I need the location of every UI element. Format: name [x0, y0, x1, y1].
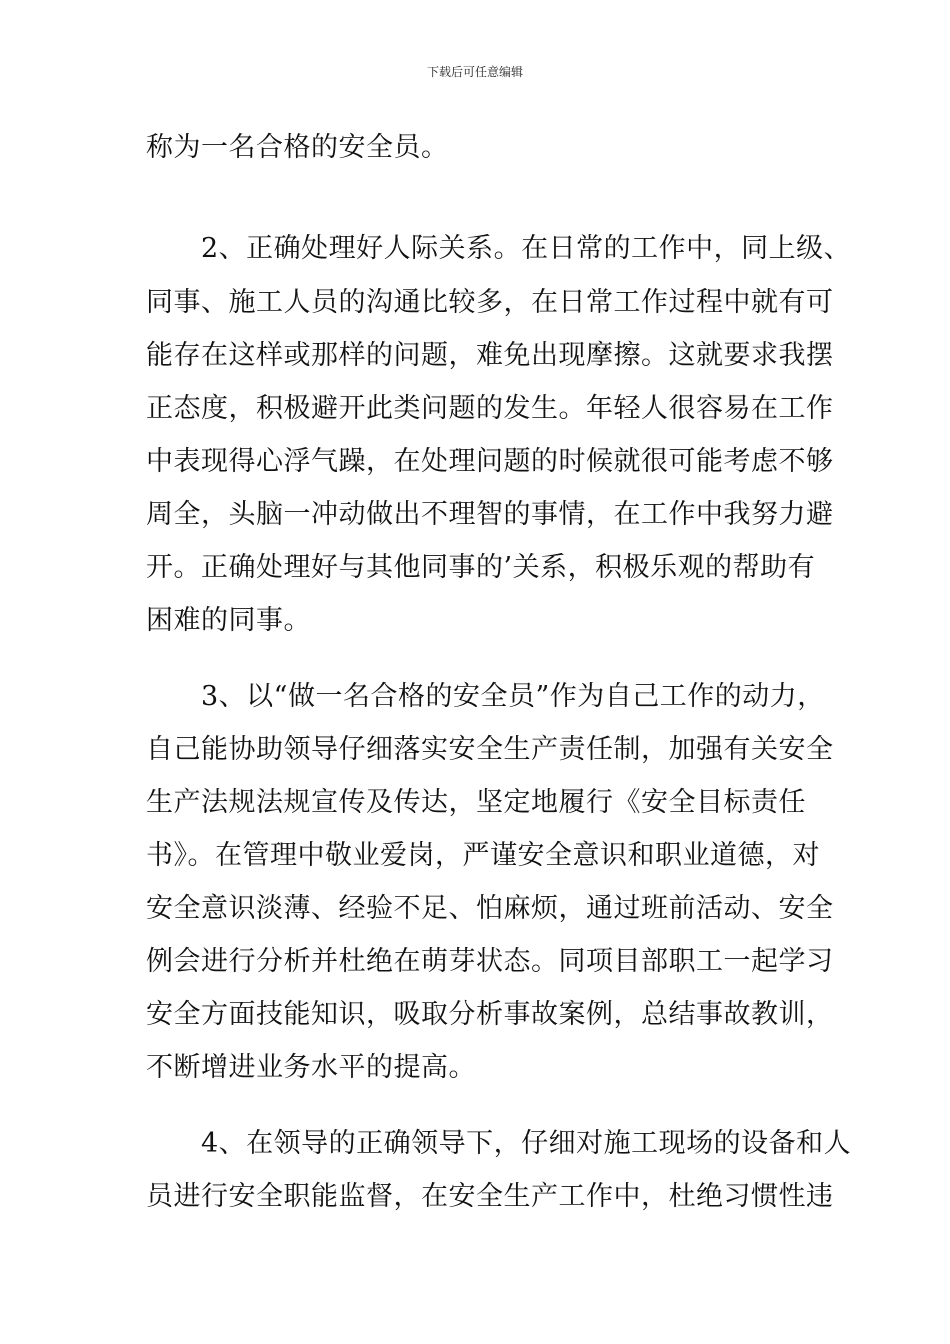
body-line: 例会进行分析并杜绝在萌芽状态。同项目部职工一起学习 — [146, 946, 834, 977]
body-line: 安全意识淡薄、经验不足、怕麻烦，通过班前活动、安全 — [146, 893, 834, 924]
body-line: 正态度，积极避开此类问题的发生。年轻人很容易在工作 — [146, 393, 834, 424]
body-line: 员进行安全职能监督，在安全生产工作中，杜绝习惯性违 — [146, 1181, 834, 1212]
body-line: 开。正确处理好与其他同事的’关系，积极乐观的帮助有 — [146, 552, 816, 583]
body-line: 3、以“做一名合格的安全员”作为自己工作的动力， — [201, 681, 825, 712]
body-line: 书》。在管理中敬业爱岗，严谨安全意识和职业道德，对 — [146, 840, 820, 871]
body-line: 能存在这样或那样的问题，难免出现摩擦。这就要求我摆 — [146, 340, 834, 371]
body-line: 称为一名合格的安全员。 — [146, 132, 449, 163]
body-line: 同事、施工人员的沟通比较多，在日常工作过程中就有可 — [146, 287, 834, 318]
body-line: 不断增进业务水平的提高。 — [146, 1052, 476, 1083]
page-header-note: 下载后可任意编辑 — [426, 65, 523, 79]
body-line: 自己能协助领导仔细落实安全生产责任制，加强有关安全 — [146, 734, 834, 765]
body-line: 中表现得心浮气躁，在处理问题的时候就很可能考虑不够 — [146, 446, 834, 477]
body-line: 生产法规法规宣传及传达，坚定地履行《安全目标责任 — [146, 787, 806, 818]
body-line: 周全，头脑一冲动做出不理智的事情，在工作中我努力避 — [146, 499, 834, 530]
body-line: 4、在领导的正确领导下，仔细对施工现场的设备和人 — [201, 1128, 852, 1159]
body-line: 2、正确处理好人际关系。在日常的工作中，同上级、 — [201, 233, 852, 264]
body-line: 困难的同事。 — [146, 605, 311, 636]
body-line: 安全方面技能知识，吸取分析事故案例，总结事故教训， — [146, 999, 834, 1030]
